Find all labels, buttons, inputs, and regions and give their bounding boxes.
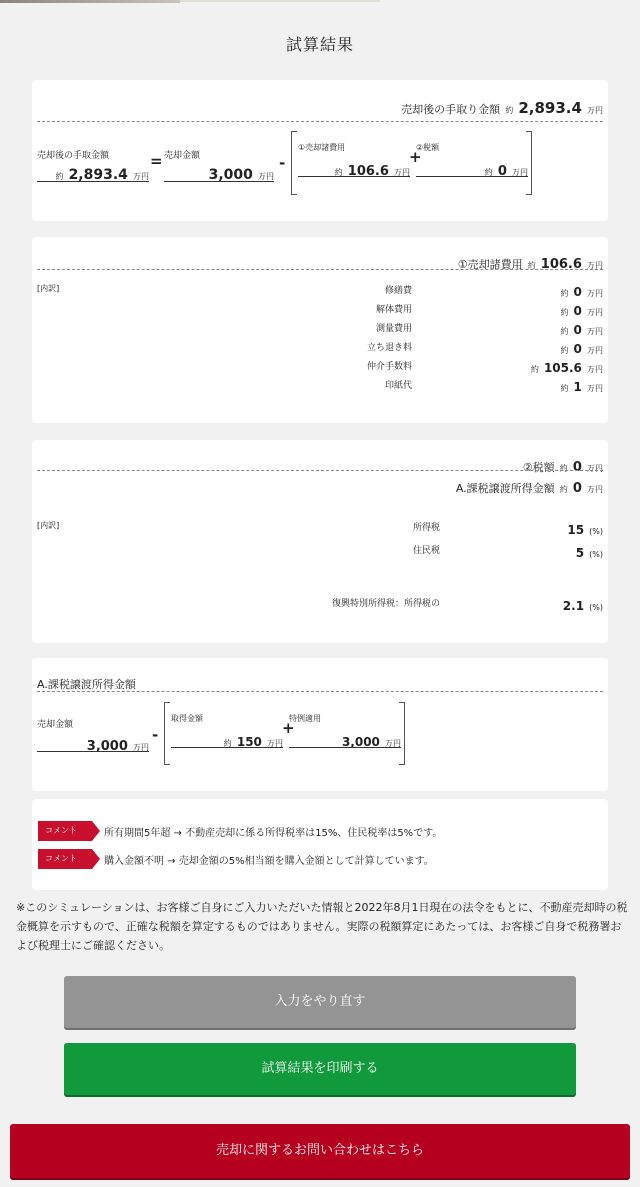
minus-sign: -	[152, 726, 159, 744]
bracket-right	[399, 702, 405, 765]
acquisition-label: 取得金額	[171, 714, 203, 723]
tax-value: 約 0 万円	[484, 164, 528, 179]
net-proceeds-card	[32, 80, 608, 221]
equals-sign: =	[150, 152, 163, 170]
tax-heading: ②税額 約 0 万円	[522, 460, 603, 475]
sale-label: 売却金額	[164, 151, 201, 161]
tax-card: ②税額 約 0 万円 A.課税譲渡所得金額 約 0 万円 [内訳] 所得税 15 (%) 住民税 5 (%) 復興特別所得税：所得税の 2.1 (%)	[32, 440, 608, 643]
taxable-income-summary: A.課税譲渡所得金額 約 0 万円	[455, 481, 603, 496]
bracket-left	[164, 702, 170, 765]
divider	[37, 269, 603, 270]
plus-sign: +	[409, 148, 422, 166]
divider	[37, 691, 603, 692]
acquisition-value: 約 150 万円	[223, 735, 283, 749]
redo-input-button[interactable]: 入力をやり直す	[64, 976, 576, 1028]
sale-value: 3,000 万円	[86, 739, 149, 754]
bracket-left	[291, 131, 297, 195]
taxable-income-card	[32, 658, 608, 791]
sale-label: 売却金額	[37, 720, 74, 730]
breakdown-label: [内訳]	[37, 284, 60, 293]
taxable-income-heading: A.課税譲渡所得金額	[37, 678, 136, 691]
bracket-right	[526, 131, 532, 195]
selling-costs-heading: ①売却諸費用 約 106.6 万円	[457, 257, 603, 272]
page-title: 試算結果	[285, 35, 354, 54]
special-deduction-label: 特例適用	[289, 714, 321, 723]
cost-value: 約 106.6 万円	[334, 164, 410, 179]
sale-value: 3,000 万円	[208, 167, 274, 183]
breakdown-label: [内訳]	[37, 521, 60, 530]
divider	[37, 121, 603, 122]
plus-sign: +	[282, 719, 295, 737]
comment-text: 所有期間5年超 → 不動産売却に係る所得税率は15%、住民税率は5%です。	[104, 828, 443, 839]
divider	[37, 470, 603, 471]
cost-label: ①売却諸費用	[298, 143, 346, 152]
net-proceeds-headline: 売却後の手取り金額 約 2,893.4 万円	[401, 99, 603, 117]
net-label: 売却後の手取金額	[37, 151, 110, 161]
disclaimer-text: ※このシミュレーションは、お客様ご自身にご入力いただいた情報と2022年8月1日現在の法令をもとに、不動産売却時の税金概算を示すもので、正確な税額を算定するものではありません。実際の税額算定にあたっては、お客様ご自身で税務署および税理士にご確認ください。	[16, 901, 628, 952]
contact-inquiry-button[interactable]: 売却に関するお問い合わせはこちら	[10, 1124, 630, 1178]
minus-sign: -	[279, 154, 286, 172]
comment-badge: コメント	[38, 821, 92, 841]
net-value: 約 2,893.4 万円	[55, 167, 149, 183]
print-results-button[interactable]: 試算結果を印刷する	[64, 1043, 576, 1095]
comment-badge: コメント	[38, 849, 92, 869]
comment-text: 購入金額不明 → 売却金額の5%相当額を購入金額として計算しています。	[104, 856, 434, 867]
selling-costs-card: ①売却諸費用 約 106.6 万円 [内訳] 修繕費 約 0 万円 解体費用 約 0 万円 測量費用 約 0 万円 立ち退き料 約 0 万円 仲介手数料 約 105.6 万円 印紙代 約 1 万円	[32, 237, 608, 423]
tax-label: ②税額	[416, 143, 440, 152]
special-deduction-value: 3,000 万円	[341, 735, 401, 749]
top-decoration	[0, 0, 640, 3]
comments-card	[32, 799, 608, 890]
